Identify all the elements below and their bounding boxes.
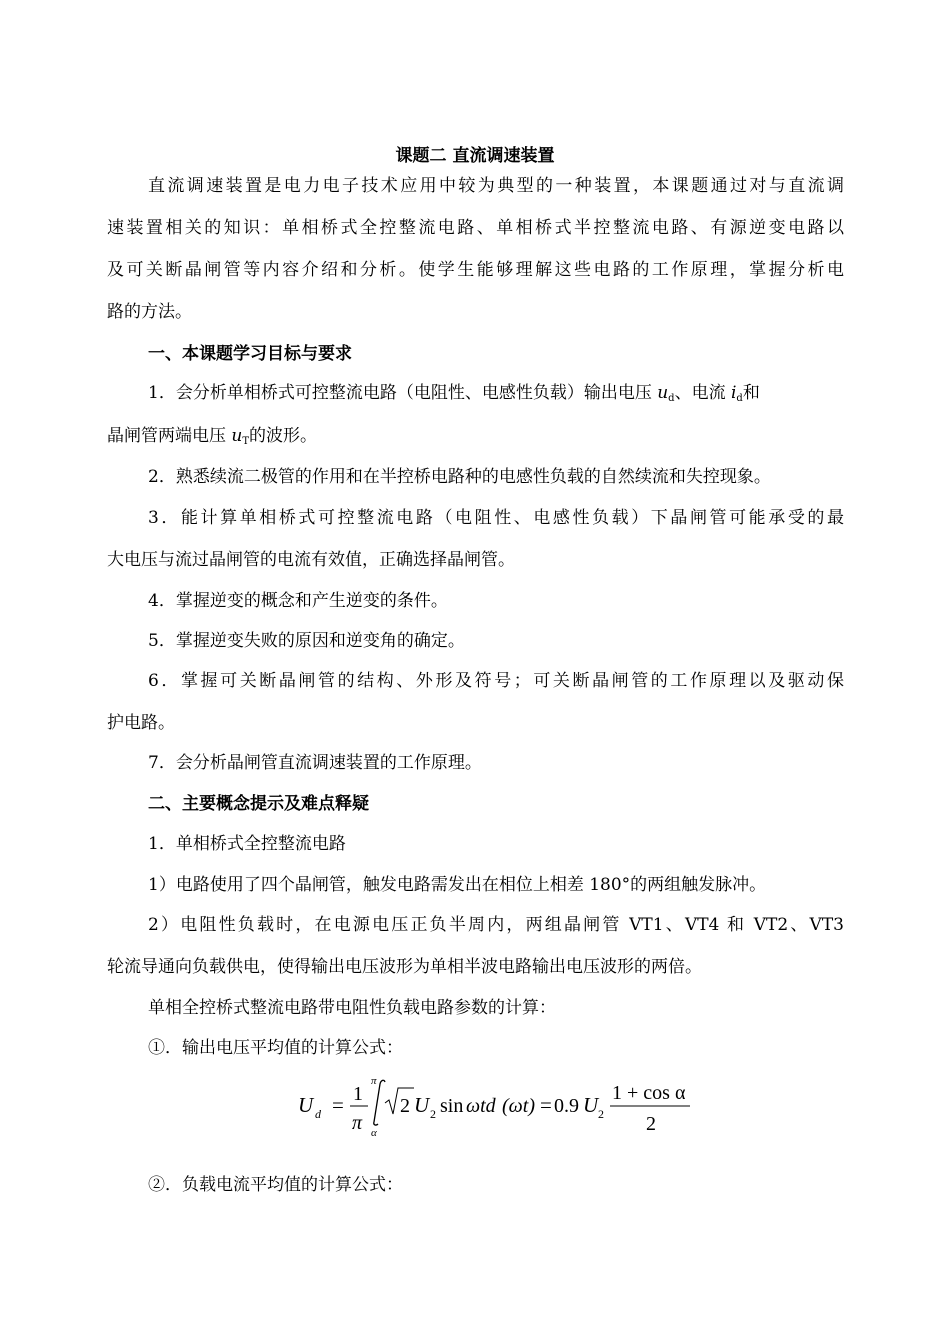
formula-2-label: ②．负载电流平均值的计算公式： — [148, 1175, 403, 1195]
formula-u2: U — [414, 1093, 430, 1117]
formula-lhs-sub: d — [315, 1107, 321, 1121]
formula-u2-sub: 2 — [430, 1107, 436, 1121]
sqrt-argument: 2 — [400, 1095, 410, 1117]
goal-1-line-1: 1．会分析单相桥式可控整流电路（电阻性、电感性负载）输出电压 $u_d$、电流 $i_d$和 — [148, 383, 760, 404]
fraction2-numerator: 1 + cos α — [612, 1082, 686, 1104]
concept-point-2-line-2: 轮流导通向负载供电，使得输出电压波形为单相半波电路输出电压波形的两倍。 — [107, 957, 702, 977]
section-heading-concepts: 二、主要概念提示及难点释疑 — [148, 794, 369, 814]
formula-equals-2: = — [540, 1093, 552, 1117]
integral-upper-limit: π — [371, 1075, 377, 1087]
calc-intro: 单相全控桥式整流电路带电阻性负载电路参数的计算： — [148, 998, 556, 1018]
formula-lhs: U — [298, 1093, 314, 1117]
concept-1-heading: 1．单相桥式全控整流电路 — [148, 834, 346, 854]
formula-equals: = — [332, 1093, 344, 1117]
formula-coefficient: 0.9 — [554, 1095, 579, 1117]
goal-4: 4．掌握逆变的概念和产生逆变的条件。 — [148, 591, 448, 611]
intro-line-4: 路的方法。 — [107, 302, 192, 322]
concept-point-2-line-1: 2）电阻性负载时，在电源电压正负半周内，两组晶闸管 VT1、VT4 和 VT2、VT3 — [148, 915, 844, 935]
concept-point-1: 1）电路使用了四个晶闸管，触发电路需发出在相位上相差 180°的两组触发脉冲。 — [148, 875, 767, 895]
formula-1-label: ①．输出电压平均值的计算公式： — [148, 1038, 403, 1058]
page-title: 课题二 直流调速装置 — [395, 146, 555, 166]
goal-3-line-1: 3．能计算单相桥式可控整流电路（电阻性、电感性负载）下晶闸管可能承受的最 — [148, 508, 844, 528]
goal-7: 7．会分析晶闸管直流调速装置的工作原理。 — [148, 753, 482, 773]
section-heading-goals: 一、本课题学习目标与要求 — [148, 344, 352, 364]
intro-line-3: 及可关断晶闸管等内容介绍和分析。使学生能够理解这些电路的工作原理，掌握分析电 — [107, 260, 844, 280]
goal-2: 2．熟悉续流二极管的作用和在半控桥电路种的电感性负载的自然续流和失控现象。 — [148, 467, 771, 487]
fraction-numerator: 1 — [353, 1083, 363, 1105]
goal-3-line-2: 大电压与流过晶闸管的电流有效值，正确选择晶闸管。 — [107, 550, 515, 570]
intro-line-2: 速装置相关的知识：单相桥式全控整流电路、单相桥式半控整流电路、有源逆变电路以 — [107, 218, 844, 238]
formula-sin: sin — [440, 1095, 464, 1117]
integral-lower-limit: α — [371, 1127, 377, 1139]
formula-u2b: U — [583, 1093, 599, 1117]
fraction2-denominator: 2 — [646, 1113, 656, 1135]
goal-6-line-2: 护电路。 — [107, 713, 175, 733]
goal-6-line-1: 6．掌握可关断晶闸管的结构、外形及符号；可关断晶闸管的工作原理以及驱动保 — [148, 671, 844, 691]
formula-output-voltage — [290, 1070, 700, 1140]
formula-paren-arg: (ωt) — [502, 1095, 535, 1117]
fraction-denominator: π — [352, 1112, 363, 1134]
intro-line-1: 直流调速装置是电力电子技术应用中较为典型的一种装置，本课题通过对与直流调 — [148, 176, 844, 196]
goal-1-line-2: 晶闸管两端电压 $u_T$的波形。 — [107, 426, 318, 447]
formula-omega-t: ωtd — [466, 1095, 496, 1117]
formula-u2b-sub: 2 — [598, 1107, 604, 1121]
goal-5: 5．掌握逆变失败的原因和逆变角的确定。 — [148, 631, 465, 651]
